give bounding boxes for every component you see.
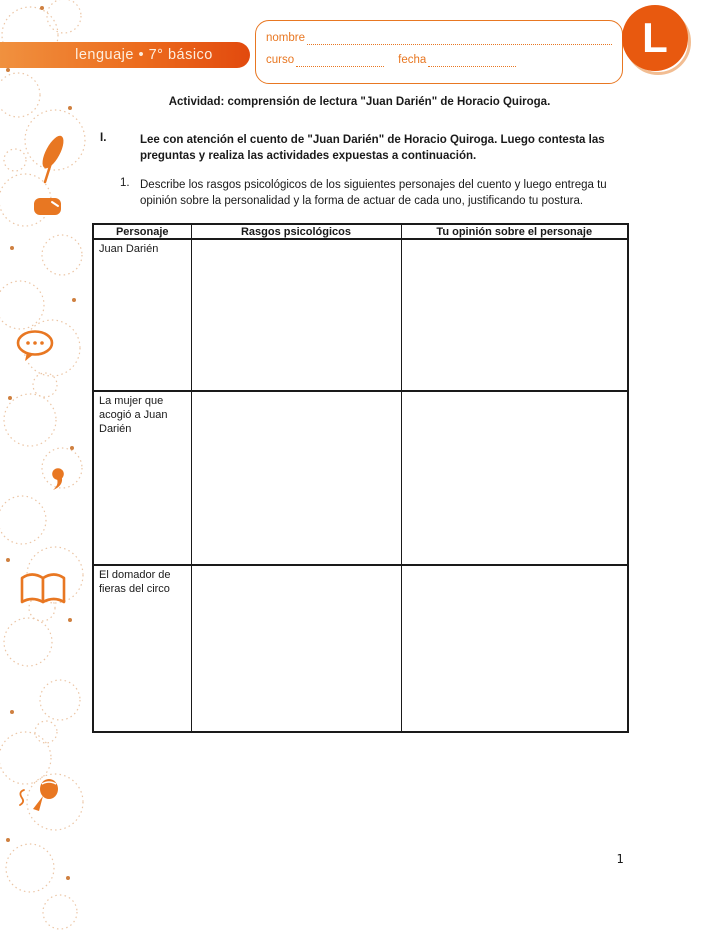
speech-bubble-icon bbox=[18, 332, 52, 362]
nombre-label: nombre bbox=[266, 32, 305, 44]
student-info-box bbox=[255, 20, 623, 84]
section-numeral: I. bbox=[100, 132, 107, 144]
comma-icon bbox=[52, 468, 64, 490]
fecha-field-line bbox=[428, 54, 516, 67]
fecha-label: fecha bbox=[398, 54, 427, 66]
page-number: 1 bbox=[616, 852, 624, 866]
section-instruction-block bbox=[100, 132, 625, 164]
personaje-cell: El domador de fieras del circo bbox=[93, 565, 191, 732]
table-row bbox=[93, 391, 628, 565]
curso-label: curso bbox=[266, 54, 295, 66]
table-header-row bbox=[93, 224, 628, 239]
nombre-field-line bbox=[307, 32, 612, 45]
column-header-rasgos: Rasgos psicológicos bbox=[191, 224, 401, 239]
table-row bbox=[93, 565, 628, 732]
subject-logo bbox=[622, 5, 688, 71]
curso-field-line bbox=[296, 54, 384, 67]
subject-logo-letter: L bbox=[642, 14, 668, 61]
personaje-cell: La mujer que acogió a Juan Darién bbox=[93, 391, 191, 565]
course-banner bbox=[0, 42, 250, 68]
rasgos-answer-cell bbox=[191, 239, 401, 391]
item-number: 1. bbox=[120, 177, 130, 189]
course-banner-label: lenguaje • 7° básico bbox=[75, 47, 213, 63]
activity-title: Actividad: comprensión de lectura "Juan Darién" de Horacio Quiroga. bbox=[168, 96, 551, 108]
left-margin-decoration bbox=[0, 0, 100, 932]
rasgos-answer-cell bbox=[191, 565, 401, 732]
rasgos-answer-cell bbox=[191, 391, 401, 565]
personaje-cell: Juan Darién bbox=[93, 239, 191, 391]
opinion-answer-cell bbox=[401, 565, 628, 732]
inkwell-icon bbox=[34, 198, 61, 215]
column-header-opinion: Tu opinión sobre el personaje bbox=[401, 224, 628, 239]
opinion-answer-cell bbox=[401, 239, 628, 391]
section-instruction-text: Lee con atención el cuento de "Juan Darién" de Horacio Quiroga. Luego contesta las preguntas y realiza las actividades expuestas a continuación. bbox=[140, 134, 605, 162]
open-book-icon bbox=[22, 575, 64, 603]
microphone-icon bbox=[20, 779, 58, 811]
character-analysis-table bbox=[92, 223, 629, 733]
quill-icon bbox=[38, 133, 67, 182]
item-instruction-text: Describe los rasgos psicológicos de los siguientes personajes del cuento y luego entrega tu opinión sobre la personalidad y la forma de actuar de cada uno, justificando tu postura. bbox=[140, 179, 607, 207]
column-header-personaje: Personaje bbox=[93, 224, 191, 239]
opinion-answer-cell bbox=[401, 391, 628, 565]
table-row bbox=[93, 239, 628, 391]
item-instruction-block bbox=[120, 177, 622, 209]
